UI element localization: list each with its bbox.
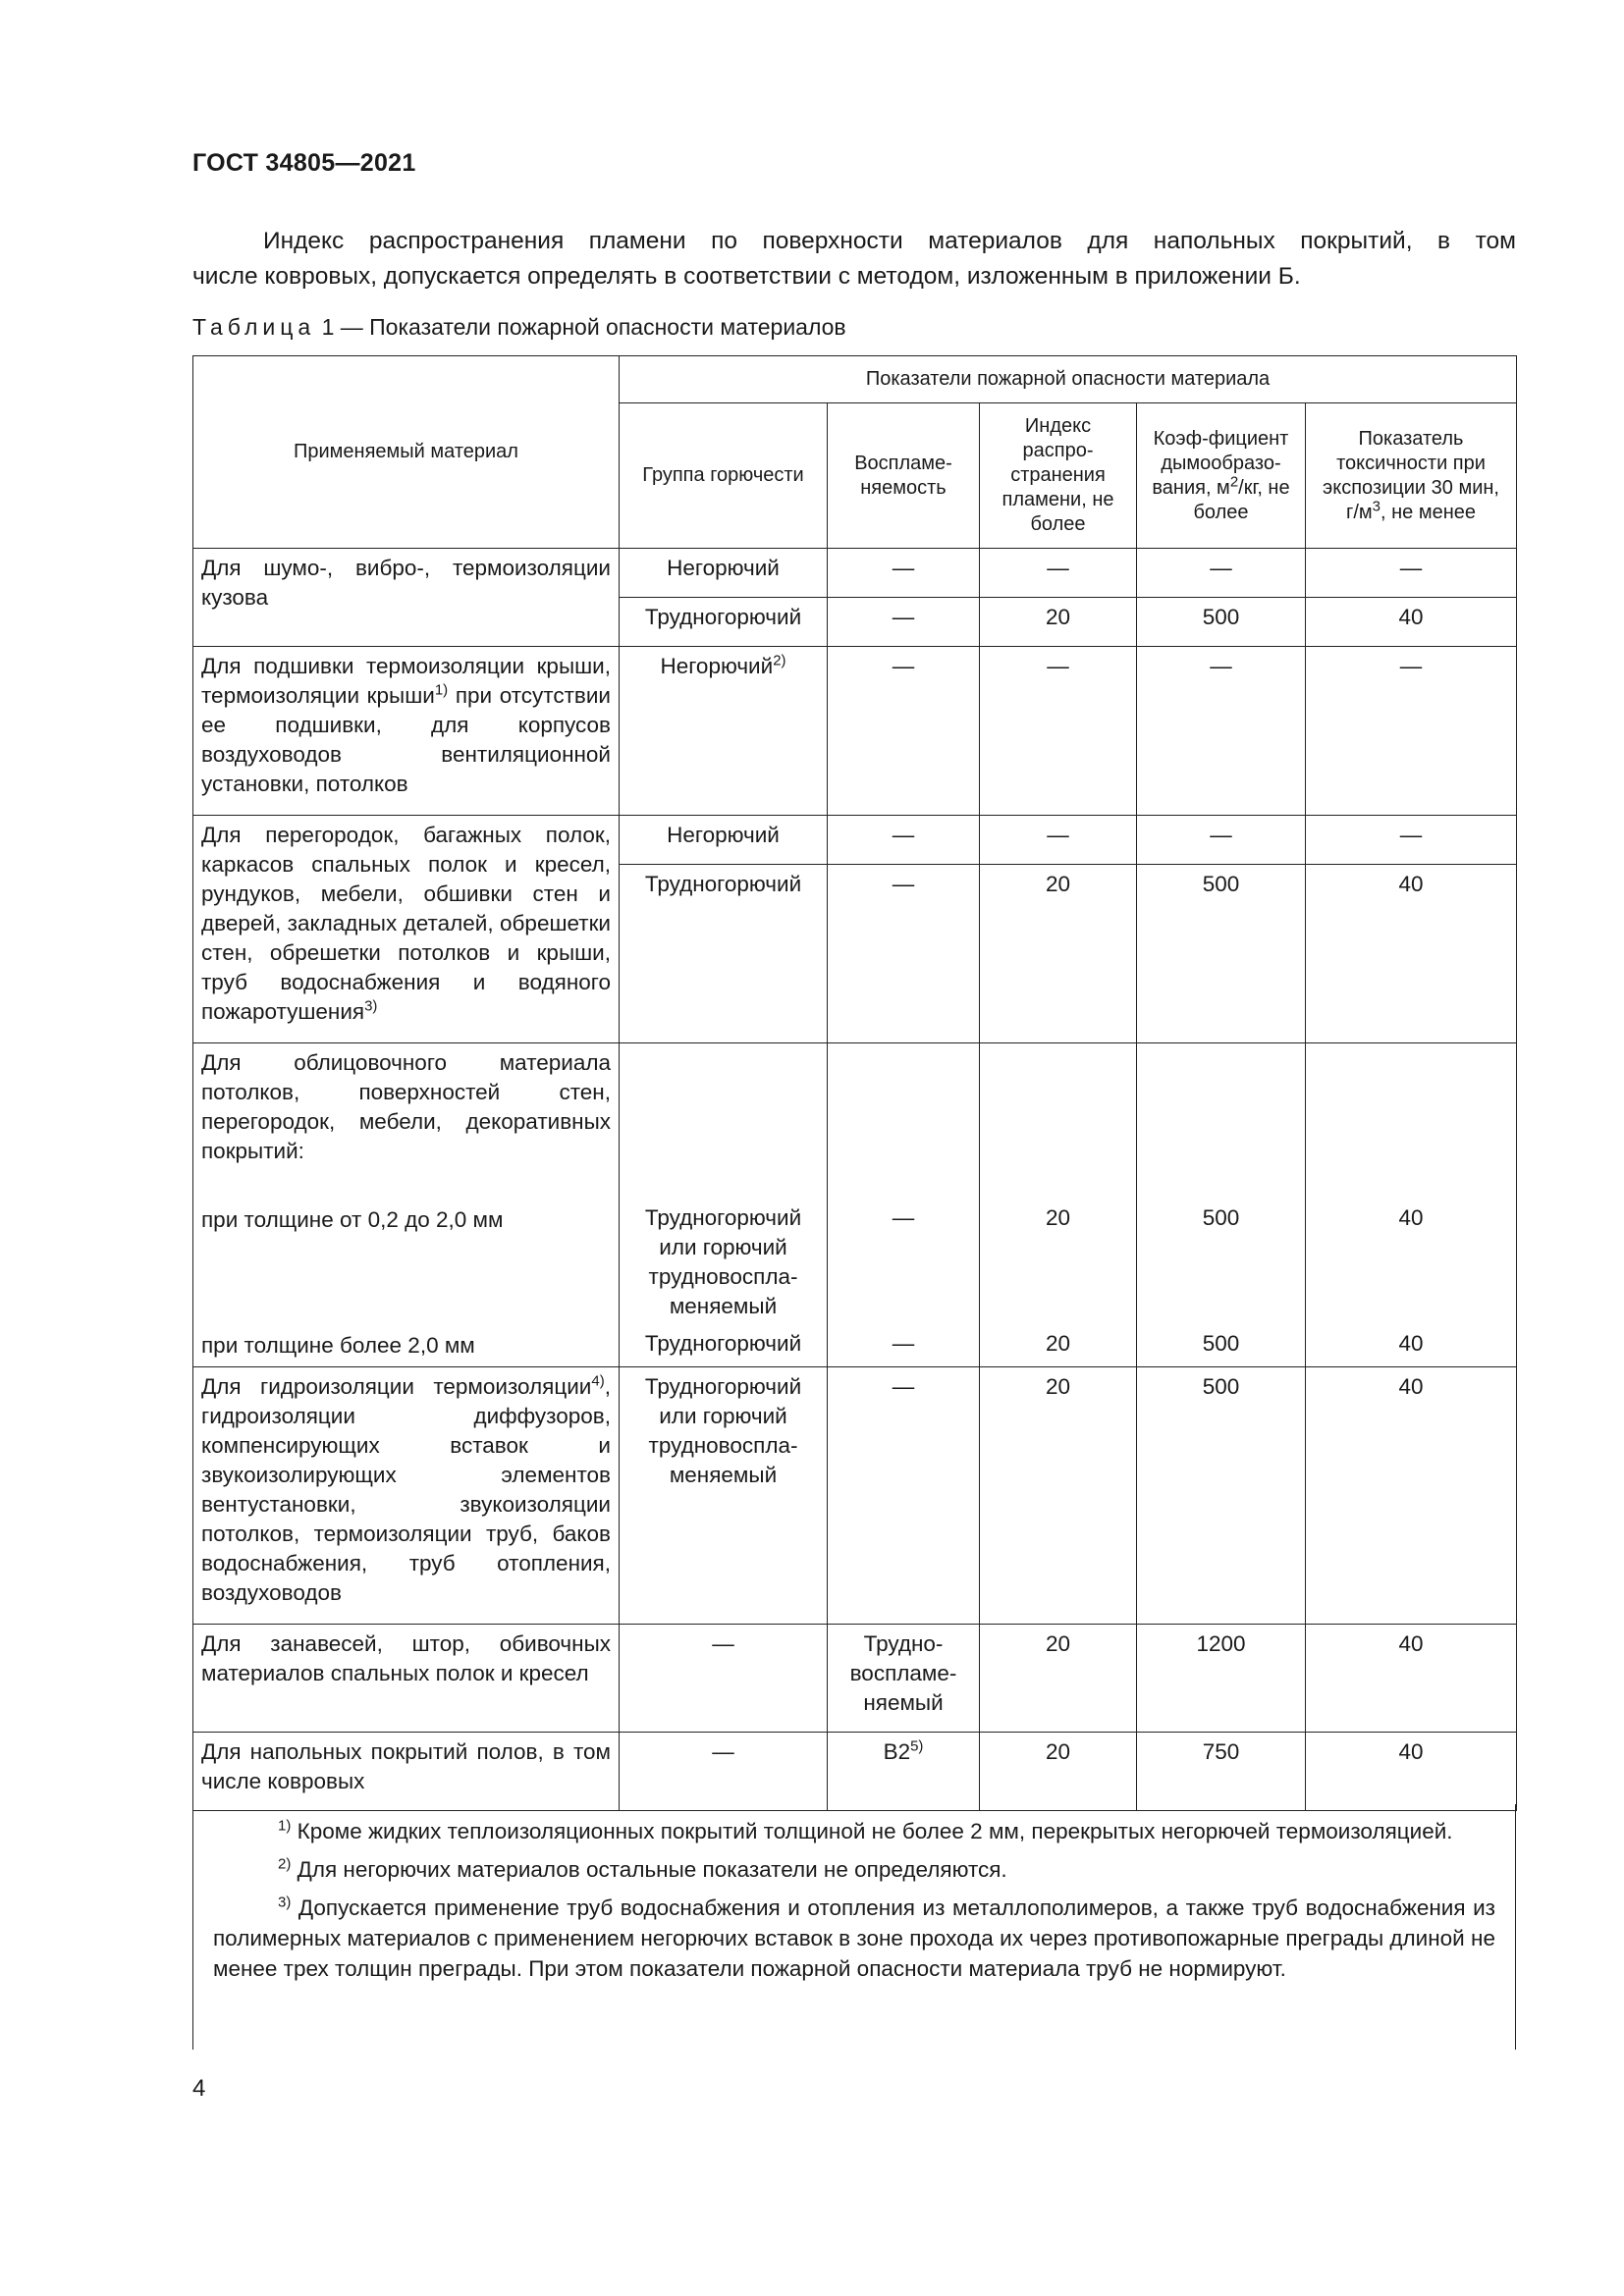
table-row-6-material: Для занавесей, штор, обивочных материалов спальных полок и кресел xyxy=(193,1625,620,1733)
header-toxicity-sup: 3 xyxy=(1372,497,1380,514)
cell: 1200 xyxy=(1137,1625,1306,1733)
table-row-2-material xyxy=(193,647,620,816)
footnote-2-text: Для негорючих материалов остальные показатели не определяются. xyxy=(291,1857,1007,1882)
cell: Негорючий xyxy=(620,816,828,865)
footnote-ref: 2) xyxy=(773,652,786,669)
table-caption-title: 1 — Показатели пожарной опасности материалов xyxy=(315,314,846,340)
cell: — xyxy=(828,816,980,865)
cell: — xyxy=(1137,549,1306,598)
cell: 40 xyxy=(1306,1733,1517,1811)
row-4-sub-2-tox: 40 xyxy=(1398,1331,1424,1356)
intro-line-1: Индекс распространения пламени по поверхности материалов для напольных покрытий, в том xyxy=(263,228,1516,254)
table-footnotes xyxy=(192,1804,1516,2050)
footnote-ref: 5) xyxy=(910,1737,924,1755)
row-4-sub-1-tox: 40 xyxy=(1398,1205,1424,1230)
footnote-3-text: Допускается применение труб водоснабжения и отопления из металлополимеров, а также труб водоснабжения из полимерных материалов с применением негорючих вставок в зоне прохода их через противопожарные преграды длиной не менее трех толщин преграды. При этом показатели пожарной опасности материала труб не нормируют. xyxy=(213,1896,1495,1981)
table-row-1-material: Для шумо-, вибро-, термоизоляции кузова xyxy=(193,549,620,647)
row-7-ign-text: В2 xyxy=(883,1739,911,1764)
cell: 20 xyxy=(980,865,1137,1043)
header-group: Показатели пожарной опасности материала xyxy=(620,356,1517,403)
cell: 500 xyxy=(1137,598,1306,647)
cell: — xyxy=(980,816,1137,865)
cell: 20 xyxy=(980,1625,1137,1733)
cell xyxy=(980,1043,1137,1367)
footnote-1-text: Кроме жидких теплоизоляционных покрытий толщиной не более 2 мм, перекрытых негорючей термоизоляцией. xyxy=(291,1819,1453,1843)
cell xyxy=(828,1043,980,1367)
footnote-ref: 4) xyxy=(591,1372,605,1390)
header-toxicity xyxy=(1306,403,1517,549)
table-caption-word: Таблица xyxy=(192,314,316,340)
cell: — xyxy=(1137,647,1306,816)
intro-line-2: числе ковровых, допускается определять в соответствии с методом, изложенным в приложении Б. xyxy=(192,263,1301,290)
row-4-sub-2: при толщине более 2,0 мм xyxy=(201,1333,475,1358)
cell xyxy=(1306,1043,1517,1367)
header-toxicity-tail: , не менее xyxy=(1380,501,1476,523)
row-2-material-tail: при отсутствии ее подшивки, для корпусов воздуховодов вентиляционной установки, потолков xyxy=(201,683,611,796)
cell: 40 xyxy=(1306,598,1517,647)
cell: — xyxy=(828,1367,980,1625)
cell xyxy=(620,647,828,816)
cell: 20 xyxy=(980,1733,1137,1811)
page-number: 4 xyxy=(192,2075,206,2102)
cell: — xyxy=(1306,647,1517,816)
cell xyxy=(828,1733,980,1811)
cell xyxy=(1137,1043,1306,1367)
cell: Негорючий xyxy=(620,549,828,598)
row-4-sub-1-ign: — xyxy=(892,1205,915,1230)
cell: 40 xyxy=(1306,865,1517,1043)
header-combustibility: Группа горючести xyxy=(620,403,828,549)
row-2-comb-text: Негорючий xyxy=(660,654,774,678)
cell: Трудно-воспламе-няемый xyxy=(828,1625,980,1733)
table-row-7-material: Для напольных покрытий полов, в том числе ковровых xyxy=(193,1733,620,1811)
table-caption xyxy=(192,314,846,341)
footnote-2 xyxy=(213,1854,1495,1885)
cell: — xyxy=(828,865,980,1043)
header-flame-index: Индекс распро-странения пламени, не более xyxy=(980,403,1137,549)
cell: — xyxy=(828,549,980,598)
row-4-sub-2-comb: Трудногорючий xyxy=(644,1331,802,1356)
footnote-ref: 1) xyxy=(434,681,449,699)
footnote-3 xyxy=(213,1893,1495,1984)
row-3-material-text: Для перегородок, багажных полок, каркасов спальных полок и кресел, рундуков, мебели, обшивки стен и дверей, закладных деталей, обрешетки стен, обрешетки потолков и крыши, труб водоснабжения и водяного пожаротушения xyxy=(201,823,611,1024)
row-4-sub-1-smoke: 500 xyxy=(1202,1205,1240,1230)
cell: 40 xyxy=(1306,1367,1517,1625)
row-4-sub-1-flame: 20 xyxy=(1045,1205,1071,1230)
cell: Трудногорючий или горючий трудновоспла-меняемый xyxy=(620,1367,828,1625)
cell: — xyxy=(1306,549,1517,598)
table-row-3-material xyxy=(193,816,620,1043)
row-4-material-text: Для облицовочного материала потолков, поверхностей стен, перегородок, мебели, декоративных покрытий: xyxy=(201,1050,611,1163)
cell: 20 xyxy=(980,598,1137,647)
header-material: Применяемый материал xyxy=(193,356,620,549)
header-toxicity-text: Показатель токсичности при экспозиции 30 мин, г/м xyxy=(1323,427,1499,523)
row-4-sub-2-ign: — xyxy=(892,1331,915,1356)
cell: — xyxy=(980,549,1137,598)
cell: — xyxy=(1306,816,1517,865)
row-5-material-tail: , гидроизоляции диффузоров, компенсирующих вставок и звукоизолирующих элементов вентустановки, звукоизоляции потолков, термоизоляции труб, баков водоснабжения, труб отопления, воздуховодов xyxy=(201,1374,611,1605)
footnote-3-mark: 3) xyxy=(278,1894,292,1911)
table-row-4-material xyxy=(193,1043,620,1367)
row-4-sub-2-flame: 20 xyxy=(1045,1331,1071,1356)
cell: — xyxy=(1137,816,1306,865)
cell: — xyxy=(828,598,980,647)
footnote-2-mark: 2) xyxy=(278,1855,292,1873)
cell: — xyxy=(980,647,1137,816)
cell: 750 xyxy=(1137,1733,1306,1811)
cell: — xyxy=(620,1625,828,1733)
intro-paragraph xyxy=(192,224,1516,294)
cell: 500 xyxy=(1137,1367,1306,1625)
cell: — xyxy=(620,1733,828,1811)
cell: Трудногорючий xyxy=(620,865,828,1043)
header-ignitability: Воспламе-няемость xyxy=(828,403,980,549)
footnote-1-mark: 1) xyxy=(278,1817,292,1835)
row-4-sub-1: при толщине от 0,2 до 2,0 мм xyxy=(201,1207,504,1232)
cell: 500 xyxy=(1137,865,1306,1043)
header-smoke-sup: 2 xyxy=(1229,472,1239,490)
row-4-sub-1-comb: Трудногорючий или горючий трудновоспла-меняемый xyxy=(644,1205,802,1318)
footnote-1 xyxy=(213,1816,1495,1846)
header-smoke-text: Коэф-фициент дымообразо-вания, м xyxy=(1152,427,1289,499)
row-5-material-text: Для гидроизоляции термоизоляции xyxy=(201,1374,592,1399)
header-smoke xyxy=(1137,403,1306,549)
row-4-sub-2-smoke: 500 xyxy=(1202,1331,1240,1356)
row-2-material-text: Для подшивки термоизоляции крыши, термоизоляции крыши xyxy=(201,654,611,708)
cell: 20 xyxy=(980,1367,1137,1625)
cell: — xyxy=(828,647,980,816)
cell xyxy=(620,1043,828,1367)
document-code: ГОСТ 34805—2021 xyxy=(192,149,416,177)
footnote-ref: 3) xyxy=(364,997,378,1015)
cell: 40 xyxy=(1306,1625,1517,1733)
fire-hazard-table xyxy=(192,355,1517,1811)
table-row-5-material xyxy=(193,1367,620,1625)
cell: Трудногорючий xyxy=(620,598,828,647)
header-smoke-tail: /кг, не более xyxy=(1193,476,1290,523)
